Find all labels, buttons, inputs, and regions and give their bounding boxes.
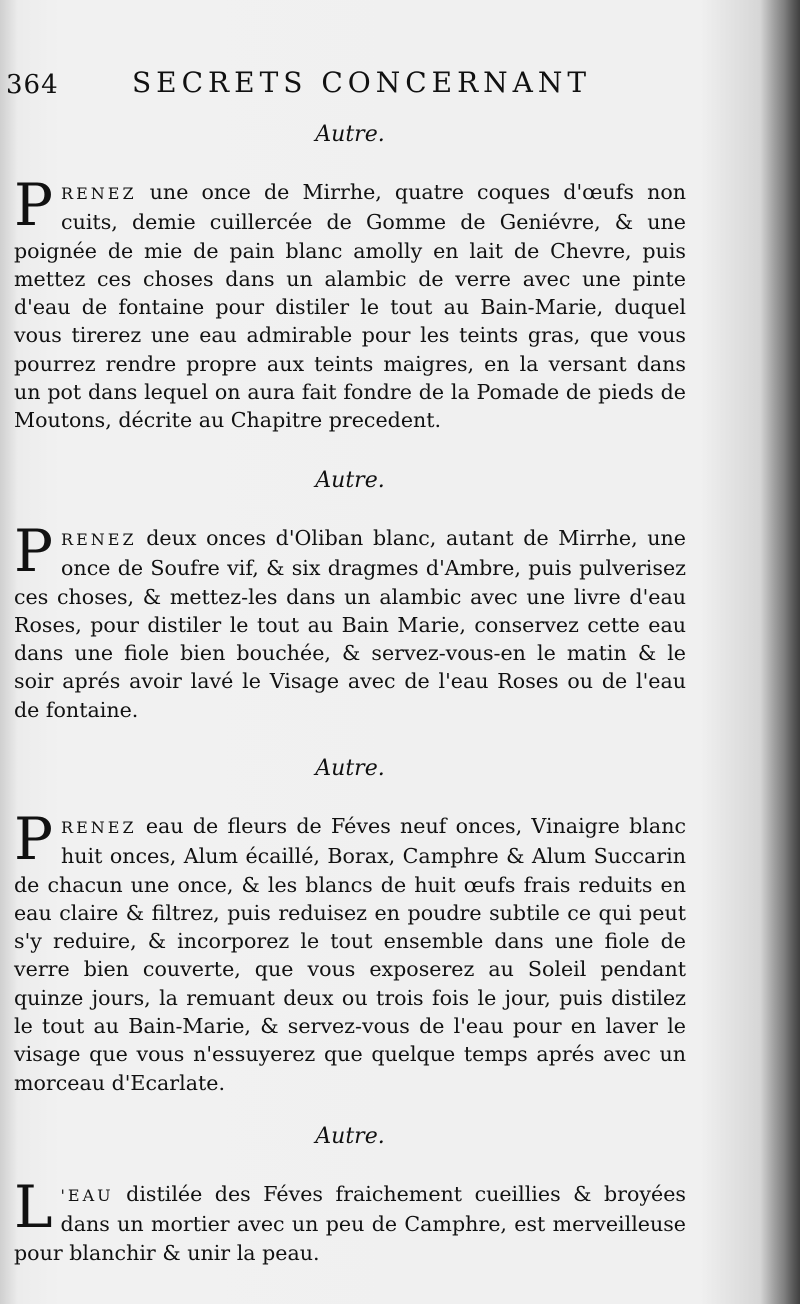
recipe-paragraph bbox=[14, 517, 686, 724]
drop-cap: P bbox=[14, 517, 54, 585]
paragraph-text: distilée des Féves fraichement cueillies & broyées dans un mortier avec un peu de Camphre, est merveilleuse pour blanchir & unir la peau. bbox=[14, 1182, 686, 1265]
paragraph-text: une once de Mirrhe, quatre coques d'œufs non cuits, demie cuillercée de Gomme de Geniévre, & une poignée de mie de pain blanc amolly en lait de Chevre, puis mettez ces choses dans un alambic de verre avec une pinte d'eau de fontaine pour distiler le tout au Bain-Marie, duquel vous tirerez une eau admirable pour les teints gras, que vous pourrez rendre propre aux teints maigres, en la versant dans un pot dans lequel on aura fait fondre de la Pomade de pieds de Moutons, décrite au Chapitre precedent. bbox=[14, 180, 686, 433]
recipe-section-4 bbox=[14, 1124, 686, 1267]
lead-word: RENEZ bbox=[61, 818, 137, 837]
page-header bbox=[0, 60, 800, 104]
drop-cap: P bbox=[14, 805, 54, 873]
page-number: 364 bbox=[6, 70, 59, 100]
drop-cap: L bbox=[14, 1173, 53, 1241]
book-spine-shadow bbox=[760, 0, 800, 1304]
section-heading: Autre. bbox=[315, 468, 385, 493]
recipe-paragraph bbox=[14, 805, 686, 1097]
lead-word: 'EAU bbox=[60, 1186, 114, 1205]
section-heading: Autre. bbox=[315, 122, 385, 147]
running-title: SECRETS CONCERNANT bbox=[132, 66, 592, 99]
paragraph-text: eau de fleurs de Féves neuf onces, Vinaigre blanc huit onces, Alum écaillé, Borax, Camphre & Alum Succarin de chacun une once, & les blancs de huit œufs frais reduits en eau claire & filtrez, puis reduisez en poudre subtile ce qui peut s'y reduire, & incorporez le tout ensemble dans une fiole de verre bien couverte, que vous exposerez au Soleil pendant quinze jours, la remuant deux ou trois fois le jour, puis distilez le tout au Bain-Marie, & servez-vous de l'eau pour en laver le visage que vous n'essuyerez que quelque temps aprés avec un morceau d'Ecarlate. bbox=[14, 814, 686, 1095]
drop-cap: P bbox=[14, 171, 54, 239]
recipe-section-3 bbox=[14, 756, 686, 1097]
recipe-section-2 bbox=[14, 468, 686, 724]
recipe-section-1 bbox=[14, 122, 686, 435]
section-heading: Autre. bbox=[315, 1124, 385, 1149]
paragraph-text: deux onces d'Oliban blanc, autant de Mirrhe, une once de Soufre vif, & six dragmes d'Ambre, puis pulverisez ces choses, & mettez-les dans un alambic avec une livre d'eau Roses, pour distiler le tout au Bain Marie, conservez cette eau dans une fiole bien bouchée, & servez-vous-en le matin & le soir aprés avoir lavé le Visage avec de l'eau Roses ou de l'eau de fontaine. bbox=[14, 526, 686, 722]
lead-word: RENEZ bbox=[61, 184, 137, 203]
section-heading: Autre. bbox=[315, 756, 385, 781]
lead-word: RENEZ bbox=[61, 530, 137, 549]
recipe-paragraph bbox=[14, 171, 686, 435]
recipe-paragraph bbox=[14, 1173, 686, 1267]
